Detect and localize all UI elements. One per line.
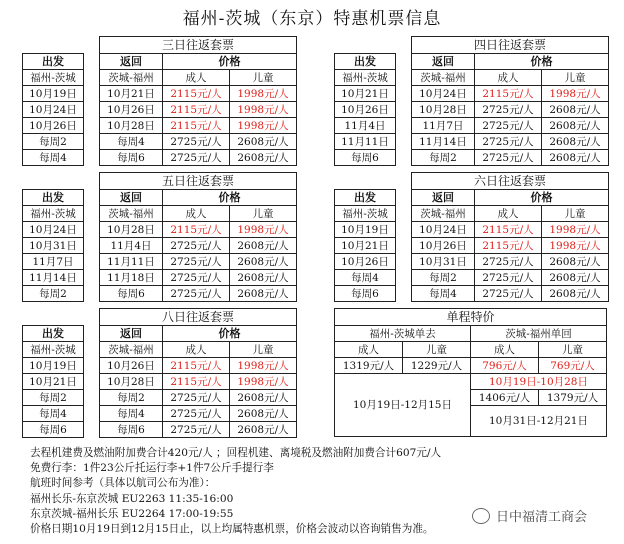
return-date: 10月28日 bbox=[100, 374, 163, 390]
oneway-out-title: 福州-茨城单去 bbox=[335, 326, 471, 342]
return-date: 10月26日 bbox=[100, 358, 163, 374]
package-caption: 八日往返套票 bbox=[100, 309, 297, 326]
child-header: 儿童 bbox=[230, 206, 297, 222]
oneway-back-child-2: 1379元/人 bbox=[539, 390, 607, 406]
child-price: 1998元/人 bbox=[230, 358, 297, 374]
adult-price: 2115元/人 bbox=[163, 358, 230, 374]
adult-price: 2115元/人 bbox=[163, 86, 230, 102]
price-header: 价格 bbox=[475, 54, 609, 70]
depart-date: 每周6 bbox=[335, 286, 396, 302]
depart-header: 出发 bbox=[335, 54, 396, 70]
return-date: 每周6 bbox=[100, 150, 163, 166]
child-header: 儿童 bbox=[230, 342, 297, 358]
adult-price: 2115元/人 bbox=[475, 86, 542, 102]
table-row bbox=[23, 358, 297, 374]
table-row bbox=[23, 422, 297, 438]
back-route: 茨城-福州 bbox=[100, 70, 163, 86]
child-price: 1998元/人 bbox=[542, 222, 609, 238]
child-price: 2608元/人 bbox=[230, 390, 297, 406]
child-header: 儿童 bbox=[542, 70, 609, 86]
return-date: 每周6 bbox=[100, 286, 163, 302]
package-table bbox=[22, 36, 297, 166]
table-row bbox=[335, 102, 609, 118]
package-caption: 五日往返套票 bbox=[100, 173, 297, 190]
table-row bbox=[335, 150, 609, 166]
return-date: 10月21日 bbox=[100, 86, 163, 102]
depart-date: 10月21日 bbox=[335, 86, 396, 102]
depart-date: 10月31日 bbox=[23, 238, 84, 254]
table-row bbox=[23, 222, 297, 238]
adult-price: 2725元/人 bbox=[163, 150, 230, 166]
table-row bbox=[23, 390, 297, 406]
oneway-out-child: 1229元/人 bbox=[403, 358, 471, 374]
child-price: 2608元/人 bbox=[542, 286, 609, 302]
depart-date: 11月4日 bbox=[335, 118, 396, 134]
table-row bbox=[335, 286, 609, 302]
adult-price: 2115元/人 bbox=[163, 374, 230, 390]
return-date: 10月28日 bbox=[100, 118, 163, 134]
return-date: 每周4 bbox=[100, 134, 163, 150]
adult-price: 2725元/人 bbox=[163, 286, 230, 302]
return-date: 每周4 bbox=[412, 286, 475, 302]
adult-price: 2725元/人 bbox=[163, 390, 230, 406]
child-price: 2608元/人 bbox=[230, 422, 297, 438]
table-row bbox=[335, 86, 609, 102]
table-row bbox=[335, 222, 609, 238]
depart-date: 10月19日 bbox=[23, 358, 84, 374]
child-header: 儿童 bbox=[230, 70, 297, 86]
depart-header: 出发 bbox=[335, 190, 396, 206]
depart-date: 10月24日 bbox=[23, 102, 84, 118]
return-header: 返回 bbox=[412, 54, 475, 70]
back-route: 茨城-福州 bbox=[100, 342, 163, 358]
oneway-back-adult-header: 成人 bbox=[471, 342, 539, 358]
wechat-icon bbox=[472, 508, 490, 524]
return-date: 11月4日 bbox=[100, 238, 163, 254]
return-header: 返回 bbox=[412, 190, 475, 206]
note-line: 去程机建费及燃油附加费合计420元/人 ；回程机建、离境税及燃油附加费合计607元/人 bbox=[30, 447, 442, 459]
page-title: 福州-茨城（东京）特惠机票信息 bbox=[182, 9, 442, 29]
out-route: 福州-茨城 bbox=[335, 206, 396, 222]
depart-header: 出发 bbox=[23, 54, 84, 70]
table-row bbox=[23, 102, 297, 118]
oneway-back-child-header: 儿童 bbox=[539, 342, 607, 358]
table-row bbox=[23, 270, 297, 286]
table-row bbox=[335, 254, 609, 270]
child-header: 儿童 bbox=[542, 206, 609, 222]
child-price: 1998元/人 bbox=[230, 374, 297, 390]
table-row bbox=[335, 134, 609, 150]
table-row bbox=[23, 86, 297, 102]
adult-header: 成人 bbox=[163, 342, 230, 358]
depart-date: 10月19日 bbox=[23, 86, 84, 102]
price-header: 价格 bbox=[163, 326, 297, 342]
return-header: 返回 bbox=[100, 54, 163, 70]
adult-price: 2725元/人 bbox=[475, 118, 542, 134]
table-row bbox=[23, 118, 297, 134]
package-table bbox=[22, 172, 297, 302]
child-price: 1998元/人 bbox=[230, 86, 297, 102]
depart-date: 10月19日 bbox=[335, 222, 396, 238]
depart-date: 每周2 bbox=[23, 134, 84, 150]
table-row bbox=[335, 238, 609, 254]
child-price: 1998元/人 bbox=[230, 118, 297, 134]
out-route: 福州-茨城 bbox=[23, 70, 84, 86]
return-date: 10月24日 bbox=[412, 222, 475, 238]
watermark-text: 日中福清工商会 bbox=[496, 510, 588, 525]
package-caption: 三日往返套票 bbox=[100, 37, 297, 54]
table-row bbox=[23, 406, 297, 422]
adult-price: 2725元/人 bbox=[475, 270, 542, 286]
package-table bbox=[22, 308, 297, 438]
child-price: 2608元/人 bbox=[230, 238, 297, 254]
depart-date: 11月11日 bbox=[335, 134, 396, 150]
oneway-back-period-1: 10月19日-10月28日 bbox=[471, 374, 607, 390]
return-date: 10月26日 bbox=[100, 102, 163, 118]
oneway-back-title: 茨城-福州单回 bbox=[471, 326, 607, 342]
child-price: 1998元/人 bbox=[542, 238, 609, 254]
note-line: 东京茨城-福州长乐 EU2264 17:00-19:55 bbox=[30, 507, 234, 520]
notes bbox=[30, 446, 441, 537]
adult-price: 2725元/人 bbox=[163, 406, 230, 422]
adult-price: 2725元/人 bbox=[163, 254, 230, 270]
package-table bbox=[334, 36, 609, 166]
table-row bbox=[23, 150, 297, 166]
child-price: 2608元/人 bbox=[230, 406, 297, 422]
price-header: 价格 bbox=[163, 190, 297, 206]
depart-header: 出发 bbox=[23, 326, 84, 342]
child-price: 1998元/人 bbox=[230, 222, 297, 238]
oneway-back-adult-1: 796元/人 bbox=[471, 358, 539, 374]
depart-date: 每周4 bbox=[23, 406, 84, 422]
table-row bbox=[23, 254, 297, 270]
adult-header: 成人 bbox=[163, 206, 230, 222]
package-caption: 四日往返套票 bbox=[412, 37, 609, 54]
package-caption: 六日往返套票 bbox=[412, 173, 609, 190]
out-route: 福州-茨城 bbox=[335, 70, 396, 86]
back-route: 茨城-福州 bbox=[100, 206, 163, 222]
oneway-table bbox=[334, 308, 607, 437]
depart-date: 每周2 bbox=[23, 390, 84, 406]
adult-price: 2115元/人 bbox=[163, 222, 230, 238]
back-route: 茨城-福州 bbox=[412, 206, 475, 222]
depart-date: 10月26日 bbox=[335, 254, 396, 270]
back-route: 茨城-福州 bbox=[412, 70, 475, 86]
depart-date: 11月14日 bbox=[23, 270, 84, 286]
adult-price: 2725元/人 bbox=[163, 134, 230, 150]
table-row bbox=[23, 134, 297, 150]
adult-header: 成人 bbox=[475, 206, 542, 222]
oneway-back-period-2: 10月31日-12月21日 bbox=[471, 406, 607, 437]
return-date: 11月7日 bbox=[412, 118, 475, 134]
return-date: 每周2 bbox=[412, 150, 475, 166]
child-price: 2608元/人 bbox=[230, 270, 297, 286]
adult-price: 2725元/人 bbox=[475, 286, 542, 302]
return-date: 11月11日 bbox=[100, 254, 163, 270]
price-header: 价格 bbox=[475, 190, 609, 206]
depart-date: 10月21日 bbox=[335, 238, 396, 254]
child-price: 2608元/人 bbox=[230, 150, 297, 166]
adult-price: 2725元/人 bbox=[475, 254, 542, 270]
oneway-out-adult-header: 成人 bbox=[335, 342, 403, 358]
depart-date: 每周6 bbox=[335, 150, 396, 166]
oneway-out-adult: 1319元/人 bbox=[335, 358, 403, 374]
out-route: 福州-茨城 bbox=[23, 206, 84, 222]
child-price: 2608元/人 bbox=[542, 150, 609, 166]
adult-price: 2725元/人 bbox=[163, 270, 230, 286]
depart-date: 每周2 bbox=[23, 286, 84, 302]
return-date: 10月24日 bbox=[412, 86, 475, 102]
adult-price: 2115元/人 bbox=[163, 102, 230, 118]
return-date: 11月18日 bbox=[100, 270, 163, 286]
out-route: 福州-茨城 bbox=[23, 342, 84, 358]
depart-date: 每周4 bbox=[23, 150, 84, 166]
child-price: 2608元/人 bbox=[542, 254, 609, 270]
depart-date: 10月21日 bbox=[23, 374, 84, 390]
depart-date: 11月7日 bbox=[23, 254, 84, 270]
adult-price: 2115元/人 bbox=[475, 222, 542, 238]
return-date: 10月28日 bbox=[412, 102, 475, 118]
table-row bbox=[23, 374, 297, 390]
return-header: 返回 bbox=[100, 190, 163, 206]
child-price: 2608元/人 bbox=[230, 286, 297, 302]
oneway-out-period: 10月19日-12月15日 bbox=[335, 374, 471, 437]
adult-price: 2725元/人 bbox=[475, 102, 542, 118]
note-line: 价格日期10月19日到12月15日止，以上均属特惠机票，价格会波动以咨询销售为准。 bbox=[30, 523, 434, 536]
child-price: 1998元/人 bbox=[230, 102, 297, 118]
depart-date: 10月24日 bbox=[23, 222, 84, 238]
adult-price: 2725元/人 bbox=[163, 238, 230, 254]
child-price: 2608元/人 bbox=[542, 102, 609, 118]
return-header: 返回 bbox=[100, 326, 163, 342]
adult-price: 2725元/人 bbox=[475, 150, 542, 166]
adult-price: 2725元/人 bbox=[475, 134, 542, 150]
table-row bbox=[335, 118, 609, 134]
depart-date: 10月26日 bbox=[23, 118, 84, 134]
note-line: 福州长乐-东京茨城 EU2263 11:35-16:00 bbox=[30, 492, 234, 505]
child-price: 2608元/人 bbox=[230, 134, 297, 150]
return-date: 11月14日 bbox=[412, 134, 475, 150]
depart-header: 出发 bbox=[23, 190, 84, 206]
child-price: 1998元/人 bbox=[542, 86, 609, 102]
note-line: 免费行李：1件23公斤托运行李+1件7公斤手提行李 bbox=[30, 462, 274, 475]
child-price: 2608元/人 bbox=[230, 254, 297, 270]
return-date: 10月31日 bbox=[412, 254, 475, 270]
adult-price: 2115元/人 bbox=[475, 238, 542, 254]
oneway-caption: 单程特价 bbox=[335, 309, 607, 326]
child-price: 2608元/人 bbox=[542, 118, 609, 134]
package-table bbox=[334, 172, 609, 302]
price-header: 价格 bbox=[163, 54, 297, 70]
depart-date: 每周6 bbox=[23, 422, 84, 438]
watermark bbox=[472, 506, 587, 525]
return-date: 每周6 bbox=[100, 422, 163, 438]
note-line: 航班时间参考（具体以航司公布为准）： bbox=[30, 477, 216, 490]
adult-header: 成人 bbox=[163, 70, 230, 86]
adult-price: 2115元/人 bbox=[163, 118, 230, 134]
adult-price: 2725元/人 bbox=[163, 422, 230, 438]
oneway-out-child-header: 儿童 bbox=[403, 342, 471, 358]
return-date: 每周2 bbox=[412, 270, 475, 286]
return-date: 每周4 bbox=[100, 406, 163, 422]
table-row bbox=[23, 286, 297, 302]
depart-date: 每周4 bbox=[335, 270, 396, 286]
return-date: 10月28日 bbox=[100, 222, 163, 238]
child-price: 2608元/人 bbox=[542, 134, 609, 150]
oneway-back-adult-2: 1406元/人 bbox=[471, 390, 539, 406]
table-row bbox=[23, 238, 297, 254]
child-price: 2608元/人 bbox=[542, 270, 609, 286]
table-row bbox=[335, 270, 609, 286]
oneway-back-child-1: 769元/人 bbox=[539, 358, 607, 374]
adult-header: 成人 bbox=[475, 70, 542, 86]
depart-date: 10月26日 bbox=[335, 102, 396, 118]
return-date: 每周2 bbox=[100, 390, 163, 406]
return-date: 10月26日 bbox=[412, 238, 475, 254]
